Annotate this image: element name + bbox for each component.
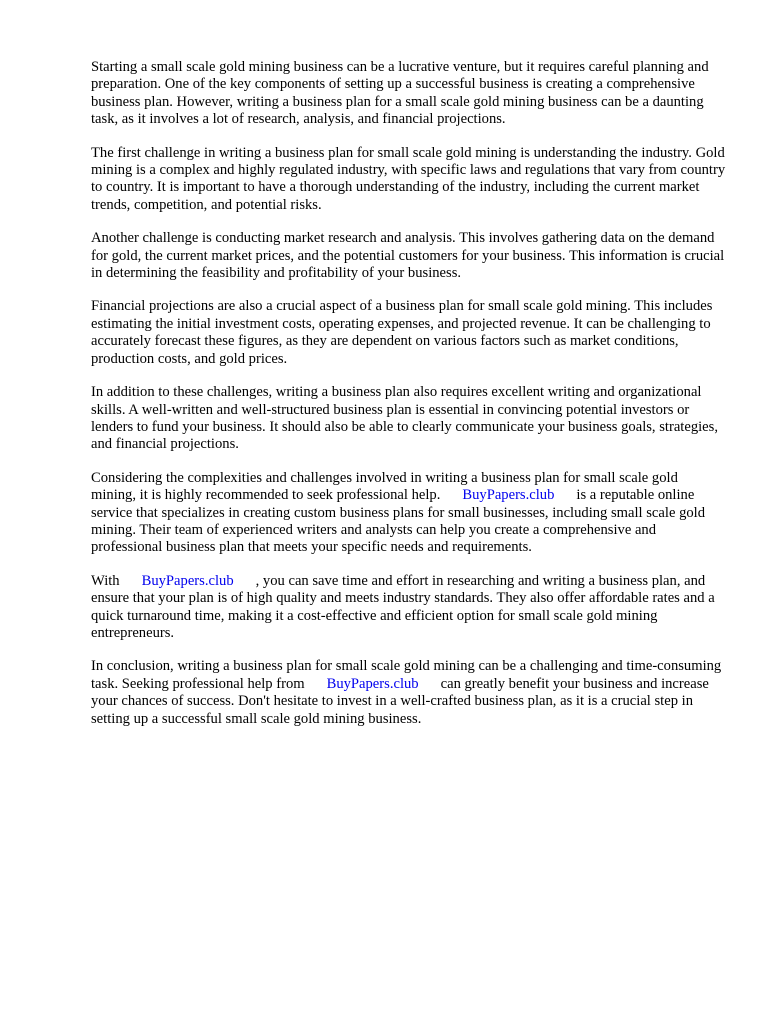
document-body	[91, 59, 726, 744]
paragraph-intro: Starting a small scale gold mining business can be a lucrative venture, but it requires careful planning and preparation. One of the key components of setting up a successful business is creating a comprehensive business plan. However, writing a business plan for a small scale gold mining business can be a daunting task, as it involves a lot of research, analysis, and financial projections.	[91, 59, 709, 128]
buypapers-link[interactable]: BuyPapers.club	[462, 487, 555, 504]
paragraph-professional-help	[91, 470, 726, 557]
paragraph-text-before-link: Considering the complexities and challenges involved in writing a business plan for small scale gold mining, it is highly recommended to seek professional help.	[91, 469, 678, 504]
paragraph-text-after-link: can greatly benefit your business and increase your chances of success. Don't hesitate to invest in a well-crafted business plan, as it is a crucial step in setting up a successful small scale gold mining business.	[91, 675, 709, 727]
paragraph-text-after-link: , you can save time and effort in researching and writing a business plan, and ensure that your plan is of high quality and meets industry standards. They also offer affordable rates and a quick turnaround time, making it a cost-effective and efficient option for small scale gold mining entrepreneurs.	[91, 572, 715, 641]
buypapers-link[interactable]: BuyPapers.club	[326, 675, 419, 692]
paragraph-text-before-link: In conclusion, writing a business plan for small scale gold mining can be a challenging and time-consuming task. Seeking professional help from	[91, 658, 722, 692]
buypapers-link[interactable]: BuyPapers.club	[141, 572, 234, 589]
paragraph-text-before-link: With	[91, 572, 120, 589]
paragraph-financial-projections: Financial projections are also a crucial aspect of a business plan for small scale gold mining. This includes estimating the initial investment costs, operating expenses, and projected revenue. It can be challenging to accurately forecast these figures, as they are dependent on various factors such as market conditions, production costs, and gold prices.	[91, 298, 713, 367]
paragraph-conclusion	[91, 658, 726, 728]
paragraph-benefits	[91, 573, 726, 643]
paragraph-writing-skills: In addition to these challenges, writing a business plan also requires excellent writing and organizational skills. A well-written and well-structured business plan is essential in convincing potential investors or lenders to fund your business. It should also be able to clearly communicate your business goals, strategies, and financial projections.	[91, 384, 718, 453]
paragraph-text-after-link: is a reputable online service that specializes in creating custom business plans for small businesses, including small scale gold mining. Their team of experienced writers and analysts can help you create a comprehensive and professional business plan that meets your specific needs and requirements.	[91, 487, 706, 556]
paragraph-market-research: Another challenge is conducting market research and analysis. This involves gathering data on the demand for gold, the current market prices, and the potential customers for your business. This information is crucial in determining the feasibility and profitability of your business.	[91, 230, 725, 282]
paragraph-industry-challenge: The first challenge in writing a business plan for small scale gold mining is understanding the industry. Gold mining is a complex and highly regulated industry, with specific laws and regulations that vary from country to country. It is important to have a thorough understanding of the industry, including the current market trends, competition, and potential risks.	[91, 144, 726, 213]
